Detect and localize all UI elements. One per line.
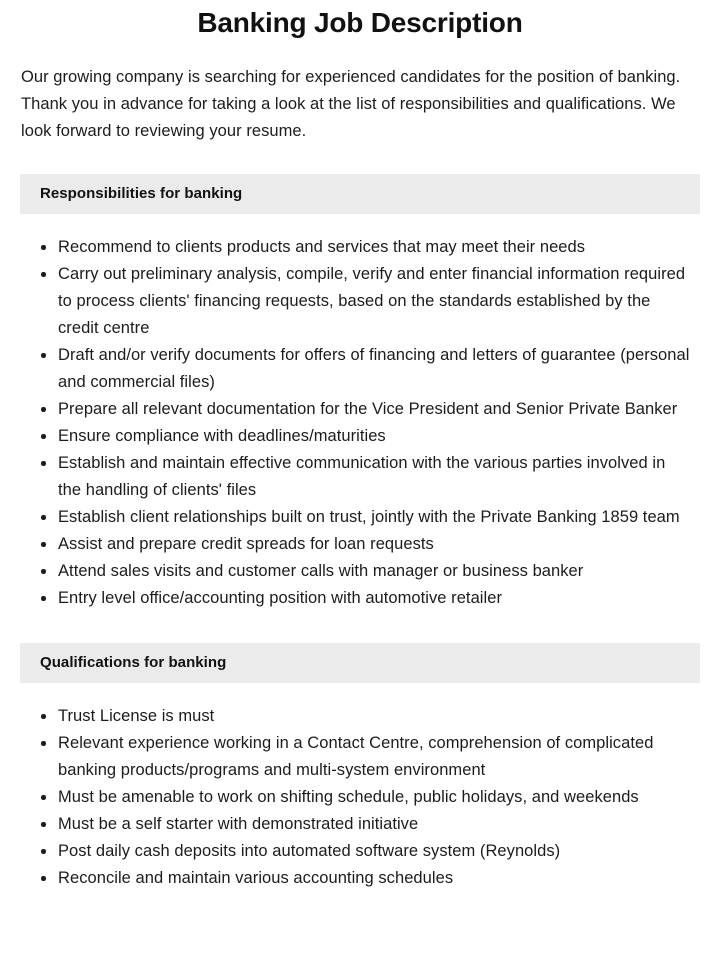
list-item: Establish client relationships built on trust, jointly with the Private Banking 1859 team bbox=[0, 504, 720, 531]
intro-paragraph: Our growing company is searching for experienced candidates for the position of banking. Thank you in advance for taking a look at the list of responsibilities and qualifications. We look forward to reviewing your resume. bbox=[21, 68, 681, 140]
list-spacer bbox=[0, 214, 720, 234]
list-item: Must be amenable to work on shifting schedule, public holidays, and weekends bbox=[0, 784, 720, 811]
list-item: Assist and prepare credit spreads for loan requests bbox=[0, 531, 720, 558]
list-item: Entry level office/accounting position with automotive retailer bbox=[0, 585, 720, 612]
list-item: Relevant experience working in a Contact Centre, comprehension of complicated banking products/programs and multi-system environment bbox=[0, 730, 720, 784]
list-item: Post daily cash deposits into automated software system (Reynolds) bbox=[0, 838, 720, 865]
section-header-qualifications bbox=[20, 643, 700, 683]
section-responsibilities bbox=[0, 174, 720, 612]
list-item: Prepare all relevant documentation for the Vice President and Senior Private Banker bbox=[0, 396, 720, 423]
page-title: Banking Job Description bbox=[197, 7, 523, 38]
list-item: Attend sales visits and customer calls with manager or business banker bbox=[0, 558, 720, 585]
list-item: Establish and maintain effective communication with the various parties involved in the handling of clients' files bbox=[0, 450, 720, 504]
list-item: Ensure compliance with deadlines/maturities bbox=[0, 423, 720, 450]
section-qualifications bbox=[0, 643, 720, 892]
list-spacer bbox=[0, 683, 720, 703]
list-item: Carry out preliminary analysis, compile, verify and enter financial information required to process clients' financing requests, based on the standards established by the credit centre bbox=[0, 261, 720, 342]
list-item: Trust License is must bbox=[0, 703, 720, 730]
qualifications-list bbox=[0, 703, 720, 892]
list-item: Draft and/or verify documents for offers of financing and letters of guarantee (personal and commercial files) bbox=[0, 342, 720, 396]
section-heading-label: Qualifications for banking bbox=[40, 654, 227, 671]
list-item: Must be a self starter with demonstrated initiative bbox=[0, 811, 720, 838]
section-heading-label: Responsibilities for banking bbox=[40, 185, 243, 202]
list-item: Recommend to clients products and services that may meet their needs bbox=[0, 234, 720, 261]
section-header-responsibilities bbox=[20, 174, 700, 214]
list-item: Reconcile and maintain various accounting schedules bbox=[0, 865, 720, 892]
responsibilities-list bbox=[0, 234, 720, 612]
